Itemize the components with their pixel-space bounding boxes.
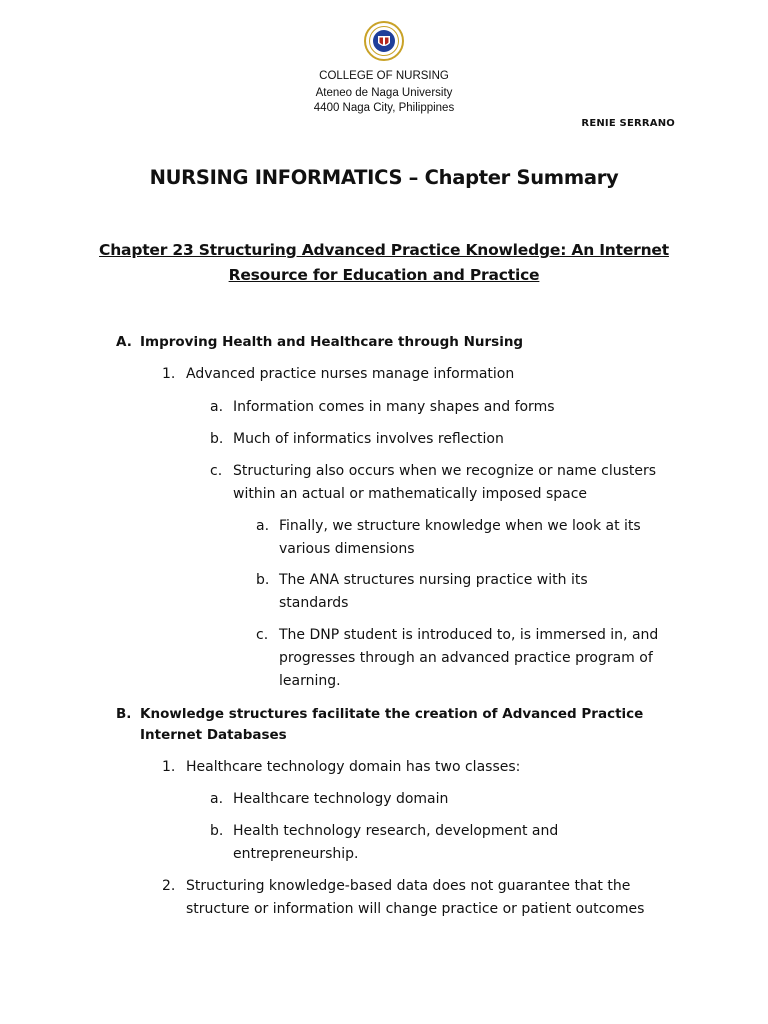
list-item-line: Finally, we structure knowledge when we look at its (279, 518, 641, 534)
list-marker: b. (210, 823, 224, 839)
list-item-line: The ANA structures nursing practice with its (279, 572, 588, 588)
section-b-marker: B. (116, 706, 132, 722)
list-item-line: standards (279, 595, 349, 611)
list-item: Much of informatics involves reflection (233, 431, 504, 447)
list-item-line: learning. (279, 673, 341, 689)
list-marker: a. (210, 791, 224, 807)
list-item-line: Structuring knowledge-based data does not guarantee that the (186, 878, 631, 894)
list-item: Healthcare technology domain (233, 791, 449, 807)
list-marker: b. (256, 572, 270, 588)
list-item: Advanced practice nurses manage information (186, 366, 515, 382)
author-name: RENIE SERRANO (581, 118, 675, 129)
list-item-line: Structuring also occurs when we recognize or name clusters (233, 463, 657, 479)
list-item-line: Health technology research, development and (233, 823, 559, 839)
list-marker: 1. (162, 759, 176, 775)
list-item: Healthcare technology domain has two classes: (186, 759, 521, 775)
college-name: COLLEGE OF NURSING (319, 70, 449, 82)
list-marker: c. (210, 463, 223, 479)
list-marker: 1. (162, 366, 176, 382)
list-marker: c. (256, 627, 269, 643)
university-seal-icon (364, 21, 404, 61)
list-item-line: progresses through an advanced practice program of (279, 650, 653, 666)
list-item-line: within an actual or mathematically imposed space (233, 486, 588, 502)
section-b-heading-line: Knowledge structures facilitate the creation of Advanced Practice (140, 706, 644, 722)
chapter-title-line-2: Resource for Education and Practice (228, 266, 540, 284)
list-item: Information comes in many shapes and forms (233, 399, 555, 415)
university-name: Ateneo de Naga University (315, 87, 453, 99)
section-a-heading: Improving Health and Healthcare through Nursing (140, 334, 524, 350)
chapter-title-line-1: Chapter 23 Structuring Advanced Practice Knowledge: An Internet (99, 241, 669, 259)
list-marker: a. (210, 399, 224, 415)
list-item-line: The DNP student is introduced to, is immersed in, and (279, 627, 659, 643)
section-b-heading-line: Internet Databases (140, 727, 287, 743)
list-marker: a. (256, 518, 270, 534)
list-item-line: various dimensions (279, 541, 415, 557)
section-a-marker: A. (116, 334, 132, 350)
university-address: 4400 Naga City, Philippines (313, 102, 455, 114)
list-marker: b. (210, 431, 224, 447)
list-item-line: structure or information will change practice or patient outcomes (186, 901, 645, 917)
list-marker: 2. (162, 878, 176, 894)
document-title: NURSING INFORMATICS – Chapter Summary (149, 166, 619, 189)
list-item-line: entrepreneurship. (233, 846, 359, 862)
